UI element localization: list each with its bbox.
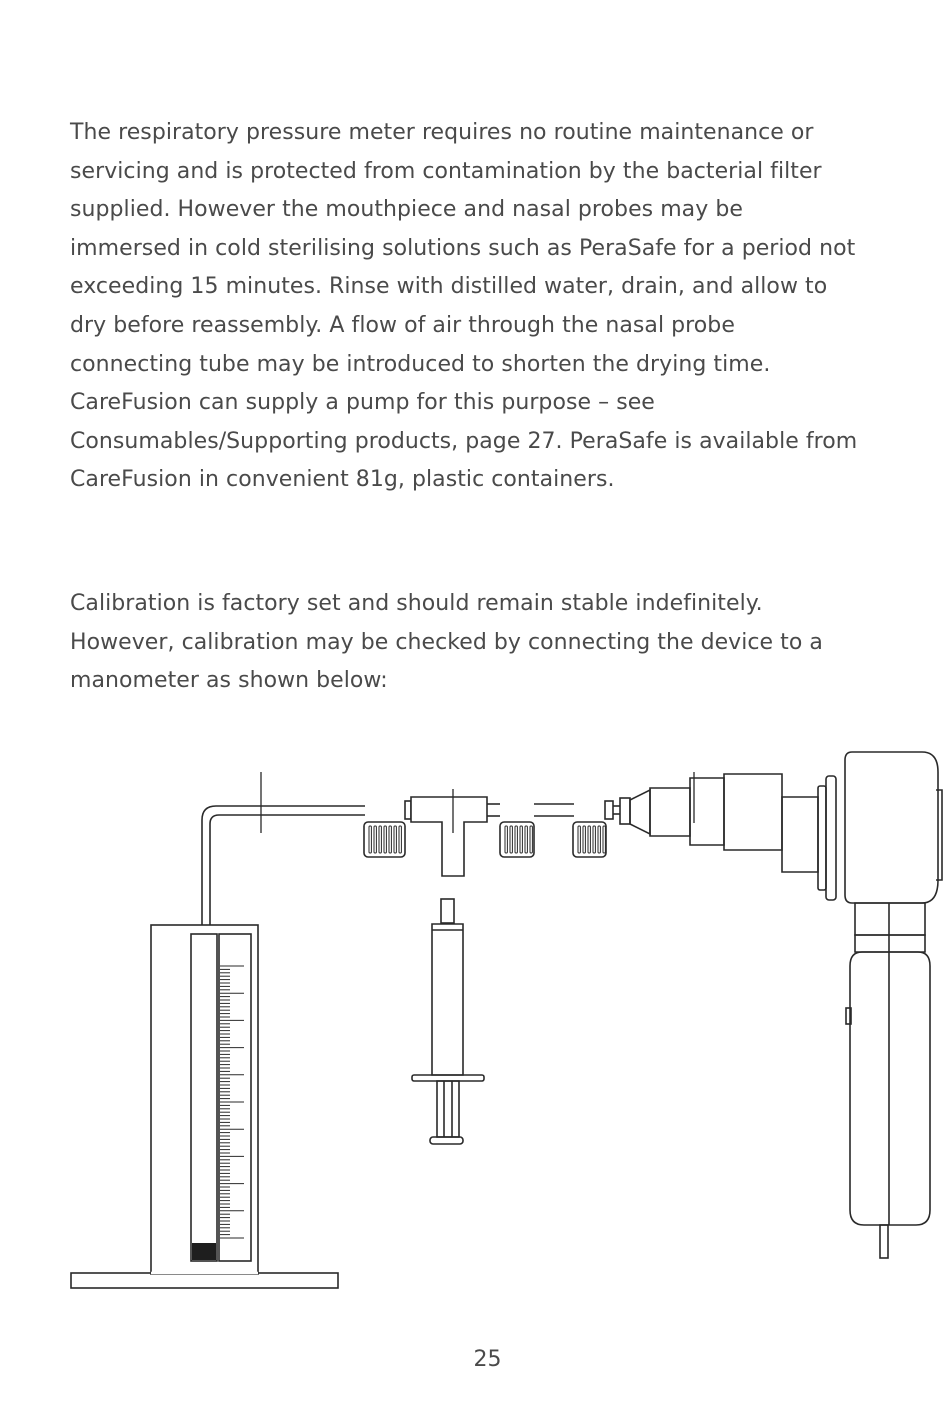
text-line: manometer as shown below: — [70, 668, 388, 694]
connector-groove — [520, 826, 522, 853]
syringe-icon — [412, 899, 484, 1144]
connector-groove — [389, 826, 391, 853]
text-line: connecting tube may be introduced to shorten the drying time. — [70, 351, 771, 377]
maintenance-paragraph — [70, 114, 920, 500]
connector-groove — [399, 826, 401, 853]
tee-connector-icon — [411, 789, 487, 876]
connector-groove — [384, 826, 386, 853]
connector-groove — [578, 826, 580, 853]
connector-groove — [583, 826, 585, 853]
connector-groove — [505, 826, 507, 853]
connector-groove — [603, 826, 605, 853]
text-line: Consumables/Supporting products, page 27. PeraSafe is available from — [70, 428, 858, 454]
connector-groove — [530, 826, 532, 853]
connector-groove — [369, 826, 371, 853]
connector-icon — [364, 822, 606, 857]
knurled-connector — [500, 822, 534, 857]
connector-groove — [515, 826, 517, 853]
tubing-icon — [202, 772, 620, 925]
connector-groove — [588, 826, 590, 853]
connector-groove — [598, 826, 600, 853]
calibration-diagram — [0, 740, 950, 1320]
text-line: immersed in cold sterilising solutions such as PeraSafe for a period not — [70, 235, 856, 261]
text-line: CareFusion in convenient 81g, plastic containers. — [70, 467, 615, 493]
text-line: However, calibration may be checked by connecting the device to a — [70, 629, 823, 655]
text-line: servicing and is protected from contamination by the bacterial filter — [70, 158, 822, 184]
text-line: CareFusion can supply a pump for this purpose – see — [70, 390, 655, 416]
manometer-icon — [71, 925, 338, 1288]
text-line: exceeding 15 minutes. Rinse with distilled water, drain, and allow to — [70, 274, 828, 300]
connector-groove — [510, 826, 512, 853]
text-line: dry before reassembly. A flow of air through the nasal probe — [70, 312, 735, 338]
connector-groove — [379, 826, 381, 853]
page-number: 25 — [473, 1347, 502, 1372]
connector-groove — [394, 826, 396, 853]
text-line: supplied. However the mouthpiece and nasal probes may be — [70, 197, 743, 223]
connector-groove — [374, 826, 376, 853]
text-line: The respiratory pressure meter requires no routine maintenance or — [70, 120, 814, 145]
text-line: Calibration is factory set and should remain stable indefinitely. — [70, 591, 763, 616]
knurled-connector — [573, 822, 606, 857]
connector-groove — [525, 826, 527, 853]
connector-groove — [593, 826, 595, 853]
knurled-connector — [364, 822, 405, 857]
calibration-paragraph — [70, 585, 920, 701]
pressure-meter-icon — [620, 752, 942, 1258]
